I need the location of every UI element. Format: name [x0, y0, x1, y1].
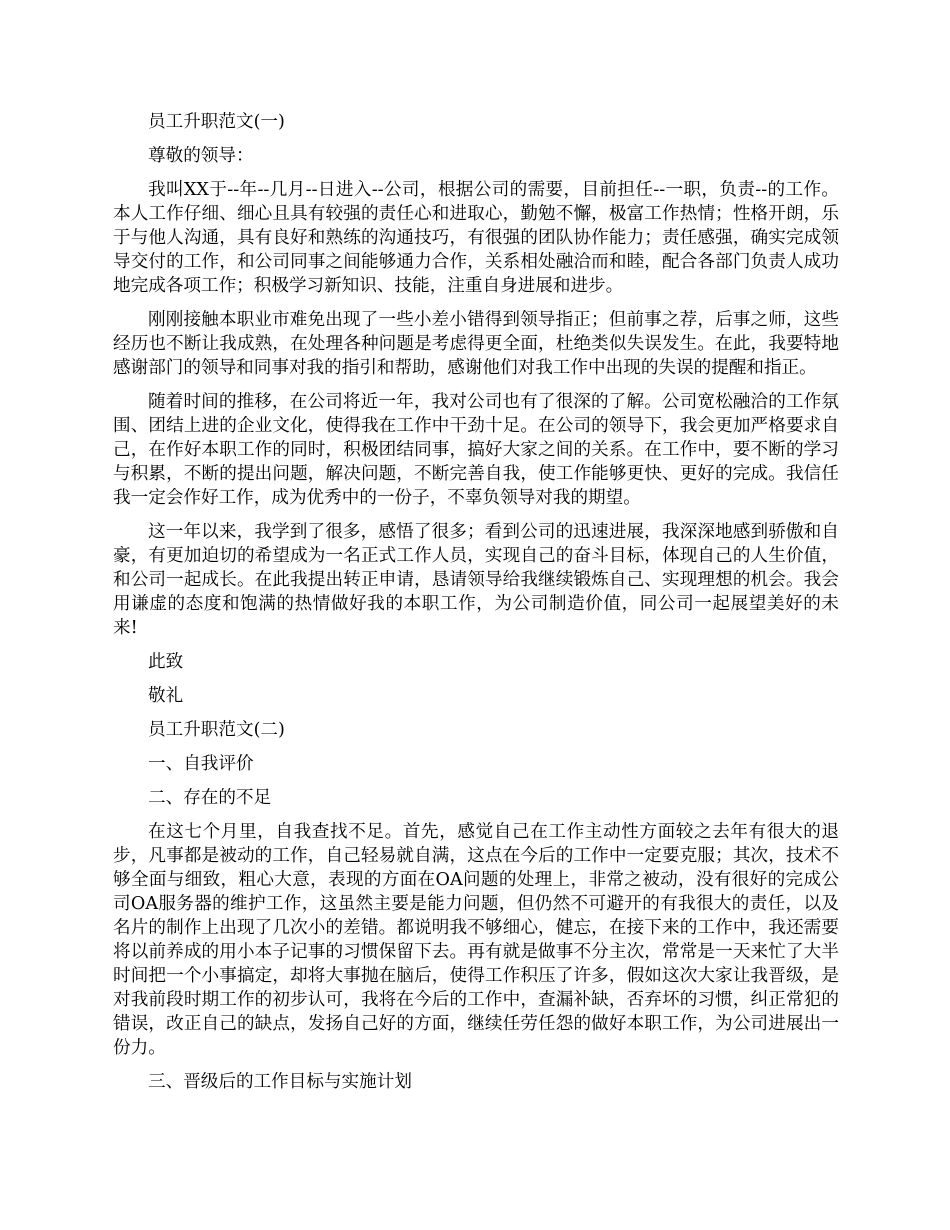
paragraph-3: 随着时间的推移，在公司将近一年，我对公司也有了很深的了解。公司宽松融洽的工作氛围、团结上进的企业文化，使得我在工作中干劲十足。在公司的领导下，我会更加严格要求自己，在作好本职工作的同时，积极团结同事，搞好大家之间的关系。在工作中，要不断的学习与积累，不断的提出问题，解决问题，不断完善自我，使工作能够更快、更好的完成。我信任我一定会作好工作，成为优秀中的一份子，不辜负领导对我的期望。 — [113, 392, 839, 508]
section-heading-3: 三、晋级后的工作目标与实施计划 — [148, 1072, 412, 1092]
section-heading-1: 一、自我评价 — [148, 754, 254, 774]
closing-line-1: 此致 — [148, 652, 184, 672]
document-page — [113, 110, 839, 1104]
section-heading-2: 二、存在的不足 — [148, 788, 272, 808]
paragraph-4: 这一年以来，我学到了很多，感悟了很多；看到公司的迅速进展，我深深地感到骄傲和自豪，有更加迫切的希望成为一名正式工作人员，实现自己的奋斗目标，体现自己的人生价值，和公司一起成长。在此我提出转正申请，恳请领导给我继续锻炼自己、实现理想的机会。我会用谦虚的态度和饱满的热情做好我的本职工作，为公司制造价值，同公司一起展望美好的未来! — [113, 522, 839, 638]
paragraph-2: 刚刚接触本职业市难免出现了一些小差小错得到领导指正；但前事之荐，后事之师，这些经历也不断让我成熟，在处理各种问题是考虑得更全面，杜绝类似失误发生。在此，我要特地感谢部门的领导和同事对我的指引和帮助，感谢他们对我工作中出现的失误的提醒和指正。 — [113, 310, 839, 378]
salutation: 尊敬的领导： — [148, 146, 254, 166]
paragraph-1: 我叫XX于--年--几月--日进入--公司，根据公司的需要，目前担任--一职，负责--的工作。本人工作仔细、细心且具有较强的责任心和进取心，勤勉不懈，极富工作热情；性格开朗，乐于与他人沟通，具有良好和熟练的沟通技巧，有很强的团队协作能力；责任感强，确实完成领导交付的工作，和公司同事之间能够通力合作，关系相处融洽而和睦，配合各部门负责人成功地完成各项工作；积极学习新知识、技能，注重自身进展和进步。 — [113, 180, 839, 296]
closing-line-2: 敬礼 — [148, 686, 184, 706]
document-title-1: 员工升职范文(一) — [148, 112, 285, 132]
paragraph-5: 在这七个月里，自我查找不足。首先，感觉自己在工作主动性方面较之去年有很大的退步，凡事都是被动的工作，自己轻易就自满，这点在今后的工作中一定要克服；其次，技术不够全面与细致，粗心大意，表现的方面在OA问题的处理上，非常之被动，没有很好的完成公司OA服务器的维护工作，这虽然主要是能力问题，但仍然不可避开的有我很大的责任，以及名片的制作上出现了几次小的差错。都说明我不够细心，健忘，在接下来的工作中，我还需要将以前养成的用小本子记事的习惯保留下去。再有就是做事不分主次，常常是一天来忙了大半时间把一个小事搞定，却将大事抛在脑后，使得工作积压了许多，假如这次大家让我晋级，是对我前段时期工作的初步认可，我将在今后的工作中，查漏补缺，否弃坏的习惯，纠正常犯的错误，改正自己的缺点，发扬自己好的方面，继续任劳任怨的做好本职工作，为公司进展出一份力。 — [113, 822, 839, 1058]
document-title-2: 员工升职范文(二) — [148, 720, 285, 740]
